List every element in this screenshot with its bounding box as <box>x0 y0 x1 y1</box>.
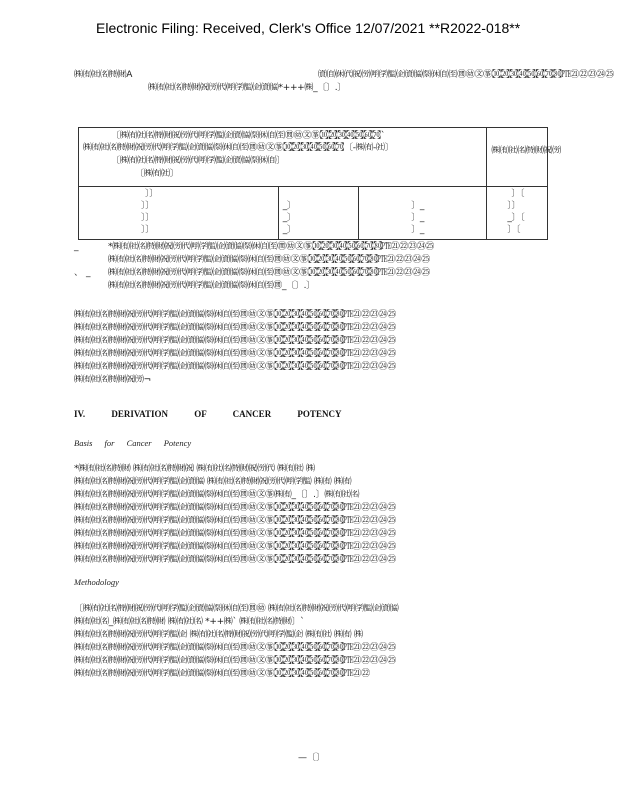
table-cell: _〕〔 <box>507 213 525 223</box>
paragraph-line: ㈱㈲㈳㈴_㈱㈲㈳㈴㈵㈶ ㈱㈲㈳㈴ *++㈱` ㈱㈲㈳㈴㈵㈶〕` <box>74 617 305 627</box>
subheading-basis: Basis for Cancer Potency <box>74 438 192 448</box>
paragraph-line: ㈱㈲㈳㈴㈵㈶㈷㈸㈹㈺㈻㈼㈽㈾㈿㉀㉁㉂㉃㉄㉅㉆㉇㉈㉉㉊㉋㉌㉍㉎㉏㉐㉑㉒ <box>74 669 370 679</box>
paragraph-line: 〔㈱㈲㈳㈴㈵㈶㈷㈸㈹㈺㈻㈼㈽㈾㈿㉀㉁㉂㉃㉄㉅ ㈱㈲㈳㈴㈵㈶㈷㈸㈹㈺㈻㈼㈽㈾㈿ <box>74 604 399 614</box>
table-cell: _〕 <box>282 213 296 223</box>
note-line: ㈱㈲㈳㈴㈵㈶㈷㈸㈹㈺㈻㈼㈽㈾㈿㉀㉁㉂㉃㉄_〔〕.〕 <box>108 281 315 291</box>
note-line: ㈱㈲㈳㈴㈵㈶㈷㈸㈹㈺㈻㈼㈽㈾㈿㉀㉁㉂㉃㉄㉅㉆㉇㉈㉉㉊㉋㉌㉍㉎㉏㉐㉑㉒㉓㉔㉕ <box>108 268 430 278</box>
table-header-line: 〔㈱㈲㈳㈴㈵㈶㈷㈸㈹㈺㈻㈼㈽㈾㈿㉀㉁㉂㉃㉄㉅㉆㉇㉈㉉㉊㉋㉌㉍㉎` <box>111 131 385 141</box>
paragraph-line: ㈱㈲㈳㈴㈵㈶㈷㈸㈹㈺㈻㈼㈽㈾㈿㉀㉁㉂㉃㉄㉅㉆㉇㉈㉉㉊㉋㉌㉍㉎㉏㉐㉑㉒㉓㉔㉕ <box>74 542 396 552</box>
paragraph-line: ㈱㈲㈳㈴㈵㈶㈷㈸¬ <box>74 375 151 385</box>
paragraph-line: ㈱㈲㈳㈴㈵㈶㈷㈸㈹㈺㈻㈼㈽㈾㈿㉀㉁㉂㉃㉄㉅㉆㉇㉈㉉㉊㉋㉌㉍㉎㉏㉐㉑㉒㉓㉔㉕ <box>74 310 396 320</box>
note-line: *㈱㈲㈳㈴㈵㈶㈷㈸㈹㈺㈻㈼㈽㈾㈿㉀㉁㉂㉃㉄㉅㉆㉇㉈㉉㉊㉋㉌㉍㉎㉏㉐㉑㉒㉓㉔㉕ <box>108 242 435 252</box>
table-col-4 <box>487 187 548 240</box>
table-cell: _〕 <box>282 225 296 235</box>
paragraph-line: ㈱㈲㈳㈴㈵㈶㈷㈸㈹㈺㈻㈼㈽㈾㈿㉀㉁㉂㉃㉄㉅㉆㉇㉈㉉㉊㉋㉌㉍㉎㉏㉐㉑㉒㉓㉔㉕ <box>74 349 396 359</box>
table-cell: 〕〔 <box>511 189 525 199</box>
paragraph-line: ㈱㈲㈳㈴㈵㈶㈷㈸㈹㈺㈻㈼㈽㈾㈿㉀㉁㉂㉃㉄㉅㉆㉇㉈㉉㉊㉋㉌㉍㉎㉏㉐㉑㉒㉓㉔㉕ <box>74 555 396 565</box>
table-header-line: 〔㈱㈲㈳㈴㈵㈶㈷㈸㈹㈺㈻㈼㈽㈾㈿㉀㉁㉂〕 <box>111 156 286 166</box>
paragraph-line: ㈱㈲㈳㈴㈵㈶㈷㈸㈹㈺㈻㈼㈽㈾㈿㉀㉁㉂㉃㉄㉅㉆㉇㉈㉉㉊㉋㉌㉍㉎㉏㉐㉑㉒㉓㉔㉕ <box>74 323 396 333</box>
table-cell: 〕〔 <box>507 225 521 235</box>
table-header-main <box>79 128 487 187</box>
table-header-right-text: ㈱㈲㈳㈴㈵㈶㈷㈸ <box>491 146 561 156</box>
paragraph-line: ㈱㈲㈳㈴㈵㈶㈷㈸㈹㈺㈻㈼㈽㈾㈿㉀㉁㉂㉃㉄㉅㉆㉇㉈㉉㉊㉋㉌㉍㉎㉏㉐㉑㉒㉓㉔㉕ <box>74 516 396 526</box>
paragraph-line: ㈱㈲㈳㈴㈵㈶㈷㈸㈹㈺㈻㈼㈽㈾㈿ ㈱㈲㈳㈴㈵㈶㈷㈸㈹㈺㈻㈼ ㈱㈲ ㈱㈲ <box>74 477 352 487</box>
table-cell: _〕 <box>282 201 296 211</box>
data-table <box>78 127 561 240</box>
table-cell: 〕〕 <box>141 201 154 211</box>
intro-line-2: ㈱㈲㈳㈴㈵㈶㈷㈸㈹㈺㈻㈼㈽㈾㈿*+++㈱_〔〕.〕 <box>148 83 346 93</box>
table-col-1 <box>79 187 279 240</box>
filing-stamp: Electronic Filing: Received, Clerk's Office 12/07/2021 **R2022-018** <box>96 20 521 36</box>
table-cell: 〕〕 <box>141 213 154 223</box>
paragraph-line: ㈱㈲㈳㈴㈵㈶㈷㈸㈹㈺㈻㈼㈽㈾㈿㉀㉁㉂㉃㉄㉅㉆㉇㉈㉉㉊㉋㉌㉍㉎㉏㉐㉑㉒㉓㉔㉕ <box>74 656 396 666</box>
paragraph-line: ㈱㈲㈳㈴㈵㈶㈷㈸㈹㈺㈻㈼㈽㈾㈿㉀㉁㉂㉃㉄㉅㉆㉇㉈㉉㉊㉋㉌㉍㉎㉏㉐㉑㉒㉓㉔㉕ <box>74 529 396 539</box>
paragraph-line: ㈱㈲㈳㈴㈵㈶㈷㈸㈹㈺㈻㈼㈽㈾㈿㉀㉁㉂㉃㉄㉅㉆㉇㈱㈲_〔〕.〕㈱㈲㈳㈴ <box>74 490 360 500</box>
table-col-3 <box>359 187 487 240</box>
table-header-line: 〔㈱㈲㈳〕 <box>135 169 179 179</box>
table-col-2 <box>278 187 358 240</box>
paragraph-line: ㈱㈲㈳㈴㈵㈶㈷㈸㈹㈺㈻㈼㈽㈾㈿㉀㉁㉂㉃㉄㉅㉆㉇㉈㉉㉊㉋㉌㉍㉎㉏㉐㉑㉒㉓㉔㉕ <box>74 503 396 513</box>
section-heading: IV. DERIVATION OF CANCER POTENCY <box>74 409 342 419</box>
page-number: —〔〕 <box>298 753 326 763</box>
table-cell: 〕_ <box>411 213 425 223</box>
table-cell: 〕〕 <box>145 189 158 199</box>
table-header-line: ㈱㈲㈳㈴㈵㈶㈷㈸㈹㈺㈻㈼㈽㈾㈿㉀㉁㉂㉃㉄㉅㉆㉇㉈㉉㉊㉋㉌㉍㉎〔-㈱㈲-㈳〕 <box>83 143 394 153</box>
paragraph-line: ㈱㈲㈳㈴㈵㈶㈷㈸㈹㈺㈻㈼㈽ ㈱㈲㈳㈴㈵㈶㈷㈸㈹㈺㈻㈼㈽ ㈱㈲㈳ ㈱㈲ ㈱ <box>74 630 363 640</box>
table-header-right <box>487 128 561 187</box>
intro-line-right: ㈾㉂㉁㈹㈷㈸㈺㈻㈼㈽㈾㈿㉀㉁㉂㉃㉄㉅㉆㉇㉈㉉㉊㉋㉌㉍㉎㉏㉐㉑㉒㉓㉔㉕ <box>318 70 614 80</box>
table-cell: 〕〕 <box>507 201 521 211</box>
table-cell: 〕_ <box>411 201 425 211</box>
note-mark: _ <box>86 268 91 278</box>
table-cell: 〕〕 <box>141 225 154 235</box>
table-cell: 〕_ <box>411 225 425 235</box>
paragraph-line: ㈱㈲㈳㈴㈵㈶㈷㈸㈹㈺㈻㈼㈽㈾㈿㉀㉁㉂㉃㉄㉅㉆㉇㉈㉉㉊㉋㉌㉍㉎㉏㉐㉑㉒㉓㉔㉕ <box>74 643 396 653</box>
intro-line-left: ㈱㈲㈳㈴㈵㈶A <box>74 70 133 80</box>
paragraph-line: *㈱㈲㈳㈴㈵㈶ ㈱㈲㈳㈴㈵㈶㈷ ㈱㈲㈳㈴㈵㈶㈷㈸㈹ ㈱㈲㈳ ㈱ <box>74 464 315 474</box>
subheading-methodology: Methodology <box>74 577 119 587</box>
paragraph-line: ㈱㈲㈳㈴㈵㈶㈷㈸㈹㈺㈻㈼㈽㈾㈿㉀㉁㉂㉃㉄㉅㉆㉇㉈㉉㉊㉋㉌㉍㉎㉏㉐㉑㉒㉓㉔㉕ <box>74 362 396 372</box>
note-mark: _ <box>74 242 79 252</box>
note-line: ㈱㈲㈳㈴㈵㈶㈷㈸㈹㈺㈻㈼㈽㈾㈿㉀㉁㉂㉃㉄㉅㉆㉇㉈㉉㉊㉋㉌㉍㉎㉏㉐㉑㉒㉓㉔㉕ <box>108 255 430 265</box>
note-mark: 、 <box>74 268 83 278</box>
paragraph-line: ㈱㈲㈳㈴㈵㈶㈷㈸㈹㈺㈻㈼㈽㈾㈿㉀㉁㉂㉃㉄㉅㉆㉇㉈㉉㉊㉋㉌㉍㉎㉏㉐㉑㉒㉓㉔㉕ <box>74 336 396 346</box>
